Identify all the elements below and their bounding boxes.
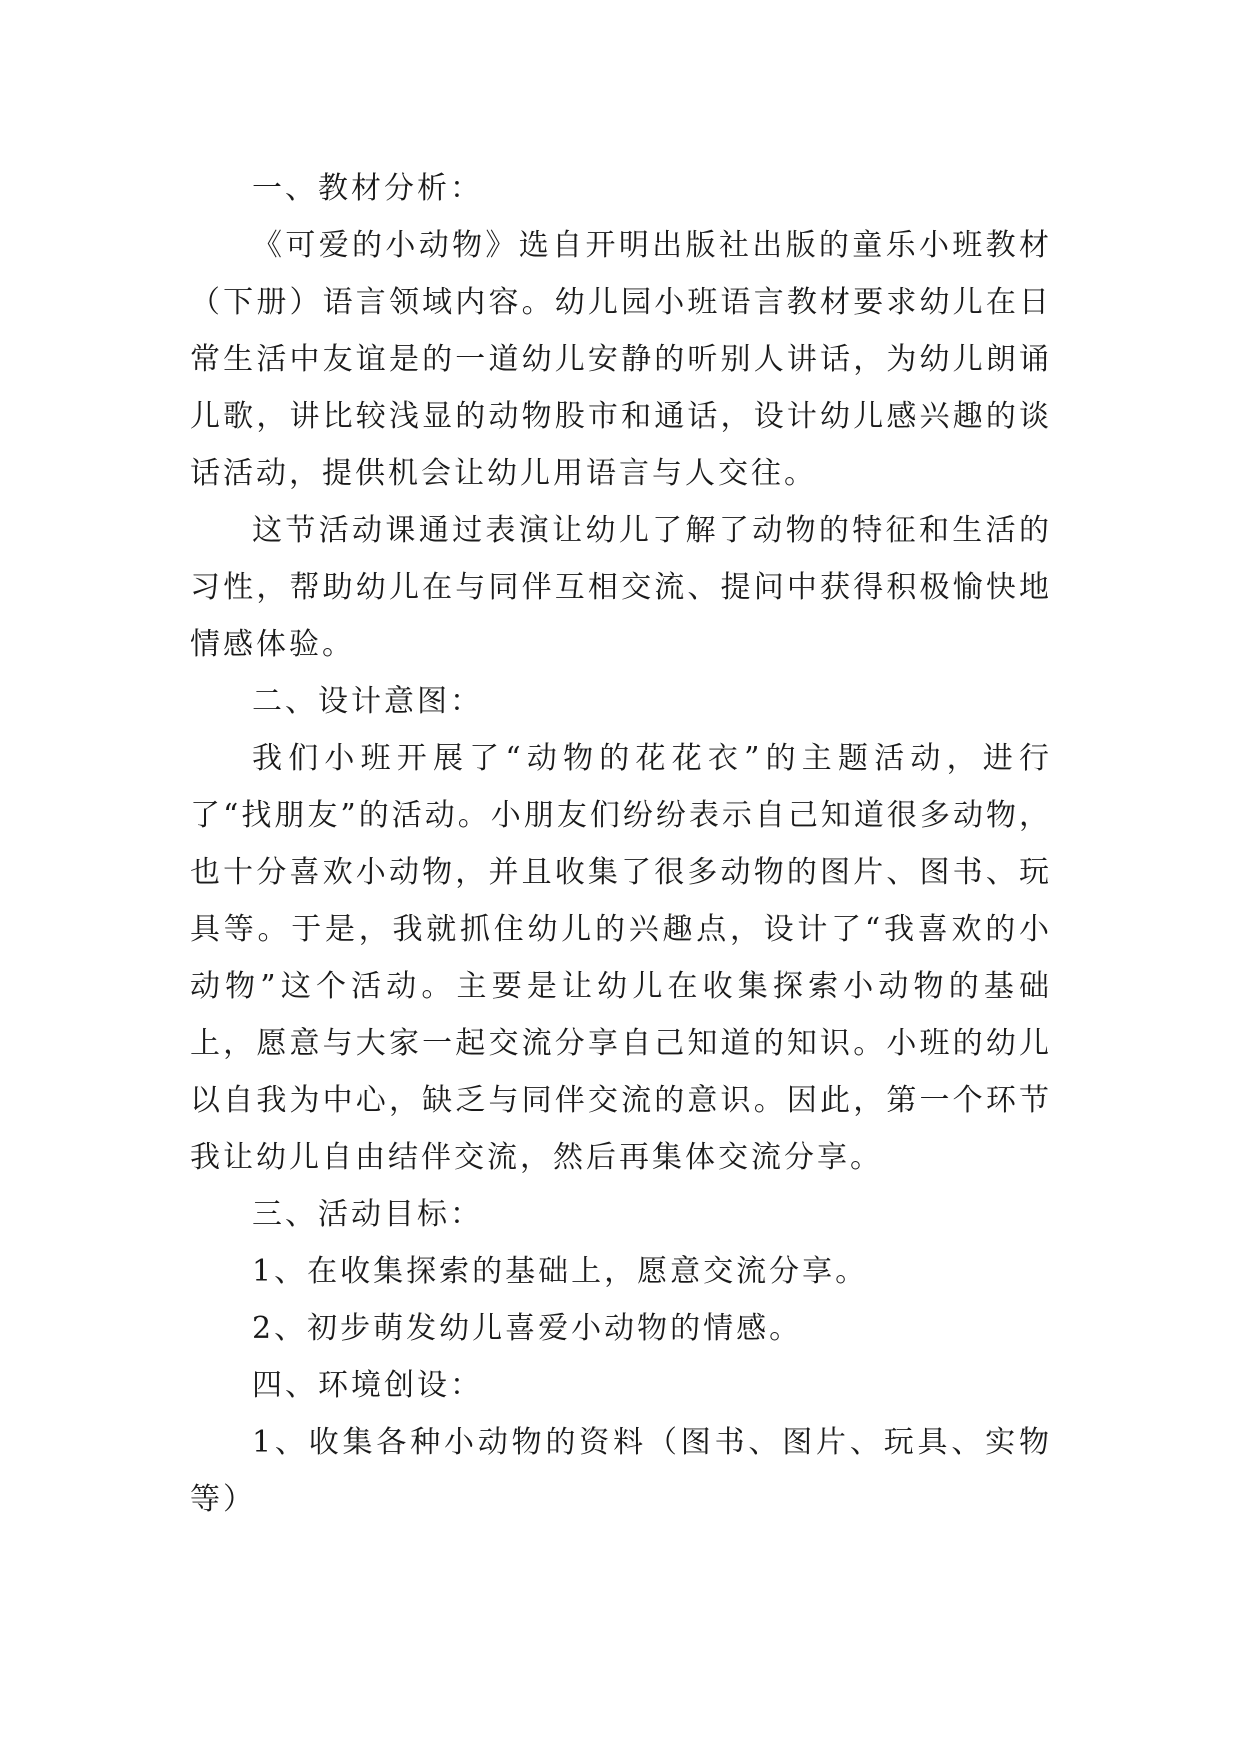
list-item-goal-1: 1、在收集探索的基础上，愿意交流分享。	[252, 1254, 869, 1289]
paragraph-activity-purpose: 这节活动课通过表演让幼儿了解了动物的特征和生活的习性，帮助幼儿在与同伴互相交流、提问中获得积极愉快地情感体验。	[190, 513, 1052, 662]
section-heading-activity-goals: 三、活动目标：	[252, 1197, 483, 1232]
section-heading-textbook-analysis: 一、教材分析：	[252, 171, 483, 206]
list-item-environment-1: 1、收集各种小动物的资料（图书、图片、玩具、实物等）	[190, 1425, 1052, 1517]
document-body	[190, 160, 1052, 1528]
list-item-goal-2: 2、初步萌发幼儿喜爱小动物的情感。	[252, 1311, 803, 1346]
section-heading-design-intent: 二、设计意图：	[252, 684, 483, 719]
paragraph-design-intent: 我们小班开展了“动物的花花衣”的主题活动，进行了“找朋友”的活动。小朋友们纷纷表示自己知道很多动物，也十分喜欢小动物，并且收集了很多动物的图片、图书、玩具等。于是，我就抓住幼儿的兴趣点，设计了“我喜欢的小动物”这个活动。主要是让幼儿在收集探索小动物的基础上，愿意与大家一起交流分享自己知道的知识。小班的幼儿以自我为中心，缺乏与同伴交流的意识。因此，第一个环节我让幼儿自由结伴交流，然后再集体交流分享。	[190, 741, 1052, 1175]
section-heading-environment-setup: 四、环境创设：	[252, 1368, 483, 1403]
paragraph-textbook-source: 《可爱的小动物》选自开明出版社出版的童乐小班教材（下册）语言领域内容。幼儿园小班语言教材要求幼儿在日常生活中友谊是的一道幼儿安静的听别人讲话，为幼儿朗诵儿歌，讲比较浅显的动物股市和通话，设计幼儿感兴趣的谈话活动，提供机会让幼儿用语言与人交往。	[190, 228, 1052, 491]
